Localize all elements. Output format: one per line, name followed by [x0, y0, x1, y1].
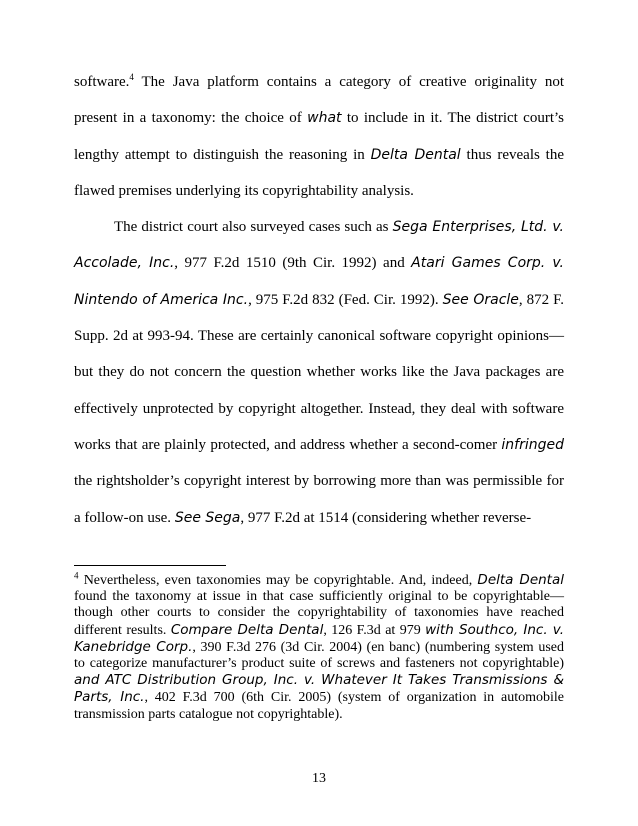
footnote-separator: [74, 565, 226, 566]
case-name: with Southco, Inc. v. Kanebridge Corp.: [74, 621, 564, 655]
text-run: , 872 F. Supp. 2d at 993-94. These are certainly canonical software copyright opinions—but they do not concern the question whether works like the Java packages are effectively unprotected by copyright altogether. Instead, they deal with software works that are plainly protected, and address whether a second-comer: [74, 291, 564, 453]
footnote-4: [74, 572, 564, 723]
text-run: , 975 F.2d 832 (Fed. Cir. 1992).: [248, 291, 443, 308]
case-name: Delta Dental: [477, 572, 564, 588]
case-name: Atari Games Corp. v. Nintendo of America Inc.: [74, 255, 564, 308]
text-run: thus reveals the flawed premises underlying its copyrightability analysis.: [74, 146, 564, 199]
citation-signal: See Oracle: [442, 291, 519, 308]
text-run: The district court also surveyed cases such as: [114, 219, 393, 236]
case-name: and ATC Distribution Group, Inc. v. Whatever It Takes Transmissions & Parts, Inc.: [74, 672, 564, 706]
text-run: the rightsholder’s copyright interest by borrowing more than was permissible for a follow-on use.: [74, 473, 564, 526]
citation-signal: See Sega: [174, 509, 241, 526]
body-text: [74, 64, 564, 536]
text-run: to include in it. The district court’s lengthy attempt to distinguish the reasoning in: [74, 110, 564, 163]
paragraph-2: [74, 209, 564, 536]
emphasis-text: what: [307, 110, 342, 127]
text-run: found the taxonomy at issue in that case sufficiently original to be copyrightable—though other courts to consider the copyrightability of taxonomies have reached different results.: [74, 589, 564, 638]
emphasis-text: infringed: [501, 436, 564, 453]
text-run: , 977 F.2d at 1514 (considering whether reverse-: [240, 509, 532, 526]
case-name: Delta Dental: [370, 146, 461, 163]
paragraph-1: [74, 64, 564, 209]
text-run: , 390 F.3d 276 (3d Cir. 2004) (en banc) (numbering system used to categorize manufacturer’s product suite of screws and fasteners not copyrightable): [74, 639, 564, 672]
text-run: The Java platform contains a category of creative originality not present in a taxonomy: the choice of: [74, 74, 564, 127]
text-run: Nevertheless, even taxonomies may be copyrightable. And, indeed,: [78, 573, 478, 588]
text-run: , 402 F.3d 700 (6th Cir. 2005) (system of organization in automobile transmission parts catalogue not copyrightable).: [74, 690, 564, 722]
footnote-number: 4: [74, 570, 79, 581]
text-run: , 126 F.3d at 979: [323, 622, 426, 638]
footnote-reference[interactable]: 4: [129, 72, 134, 82]
page-number: 13: [312, 771, 326, 786]
text-run: , 977 F.2d 1510 (9th Cir. 1992) and: [174, 255, 412, 272]
citation-signal: Compare Delta Dental: [170, 621, 324, 638]
case-name: Sega Enterprises, Ltd. v. Accolade, Inc.: [74, 219, 564, 272]
text-run: software.: [74, 74, 130, 90]
